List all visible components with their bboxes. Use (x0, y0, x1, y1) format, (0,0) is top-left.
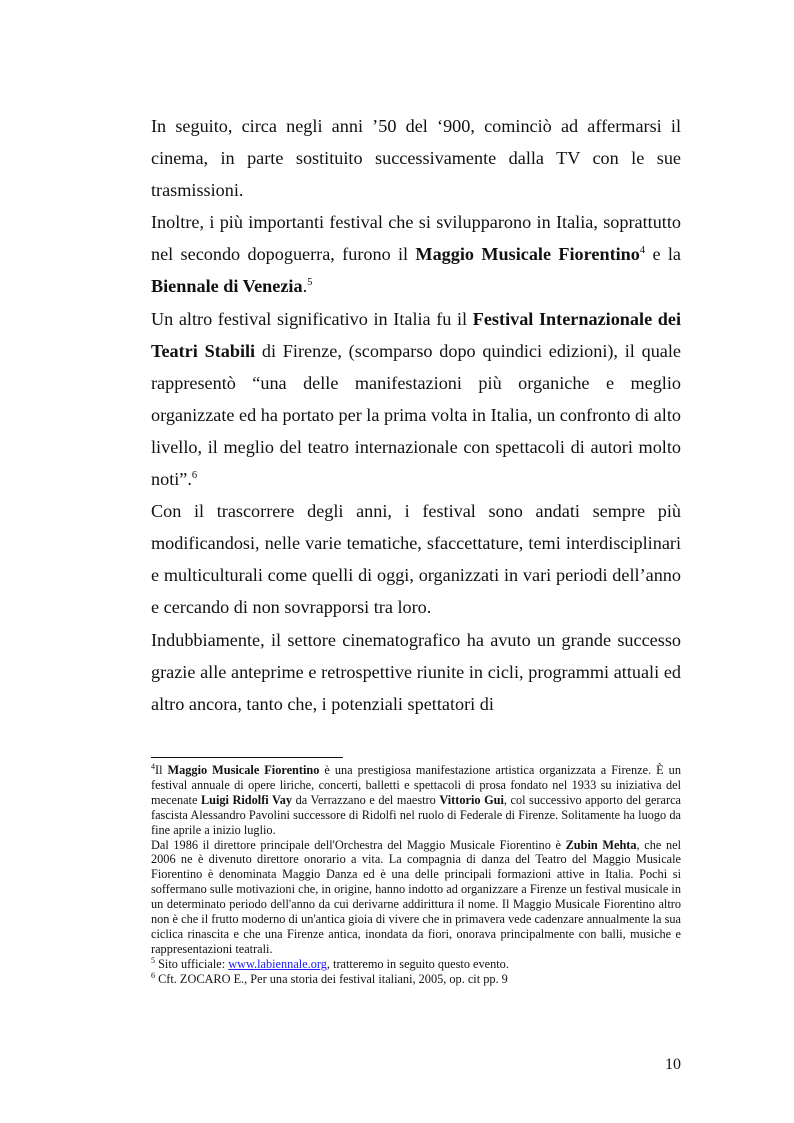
paragraph-evolution: Con il trascorrere degli anni, i festival sono andati sempre più modificandosi, nelle varie tematiche, sfaccettature, temi interdisciplinari e multiculturali come quelli di oggi, organizzati in vari periodi dell’anno e cercando di non sovrapporsi tra loro. (151, 501, 681, 618)
paragraph-teatri-stabili: Un altro festival significativo in Italia fu il Festival Internazionale dei Teatri Stabili di Firenze, (scomparso dopo quindici edizioni), il quale rappresentò “una delle manifestazioni più organiche e meglio organizzate ed ha portato per la prima volta in Italia, un confronto di alto livello, il meglio del teatro internazionale con spettacoli di autori molto noti”.$^6$ (151, 308, 681, 490)
maggio-musicale-bold: Maggio Musicale Fiorentino (415, 244, 640, 265)
footnote-4-number: 4 (151, 761, 155, 771)
footnote-4: $^4$Il Maggio Musicale Fiorentino è una prestigiosa manifestazione artistica organizzata a Firenze. È un festival annuale di opere liriche, concerti, balletti e spettacoli di prosa fondato nel 1933 su iniziativa del mecenate Luigi Ridolfi Vay da Verrazzano e del maestro Vittorio Gui, col successivo apporto del gerarca fascista Alessandro Pavolini successore di Ridolfi nel ruolo di Federale di Firenze. Solitamente ha luogo da fine aprile a inizio luglio. (151, 761, 681, 837)
biennale-link[interactable]: www.labiennale.org (228, 956, 327, 971)
footnote-ref-4[interactable]: 4 (639, 245, 646, 257)
footnotes (151, 763, 681, 987)
footnote-5: $^5$ Sito ufficiale: www.labiennale.org, tratteremo in seguito questo evento. (151, 955, 509, 971)
footnote-6-number: 6 (151, 970, 155, 980)
page-number: 10 (665, 1056, 681, 1073)
body-text (151, 110, 681, 720)
paragraph-cinema: In seguito, circa negli anni ’50 del ‘900, cominciò ad affermarsi il cinema, in parte sostituito successivamente dalla TV con le sue trasmissioni. (151, 116, 681, 201)
paragraph-festivals: Inoltre, i più importanti festival che si svilupparono in Italia, soprattutto nel secondo dopoguerra, furono il Maggio Musicale Fiorentino$^4$ e la Biennale di Venezia.$^5$ (151, 212, 681, 297)
footnote-4-continued: Dal 1986 il direttore principale dell'Orchestra del Maggio Musicale Fiorentino è Zubin Mehta, che nel 2006 ne è divenuto direttore onorario a vita. La compagnia di danza del Teatro del Maggio Musicale Fiorentino è denominata Maggio Danza ed è una delle principali formazioni attive in Italia. Pochi si soffermano sulle motivazioni che, in origine, hanno indotto ad organizzare a Firenze un festival musicale in un determinato periodo dell'anno da cui derivarne addirittura il nome. Il Maggio Musicale Fiorentino altro non è che il frutto moderno di un'antica gioia di vivere che in primavera vede cadenzare annualmente la sua ciclica rinascita e che una Firenze antica, inondata da fiori, onorava principalmente con balli, musiche e rappresentazioni teatrali. (151, 837, 682, 956)
footnote-ref-5[interactable]: 5 (307, 277, 313, 289)
footnote-ref-6[interactable]: 6 (191, 469, 198, 481)
paragraph-cinema-sector: Indubbiamente, il settore cinematografico ha avuto un grande successo grazie alle anteprime e retrospettive riunite in cicli, programmi attuali ed altro ancora, tanto che, i potenziali spettatori di (151, 629, 681, 714)
footnote-separator (151, 757, 343, 758)
festival-teatri-bold: Festival Internazionale dei Teatri Stabili (151, 308, 681, 361)
biennale-bold: Biennale di Venezia (151, 276, 303, 297)
footnote-5-number: 5 (151, 955, 155, 965)
footnote-6: $^6$ Cft. ZOCARO E., Per una storia dei festival italiani, 2005, op. cit pp. 9 (151, 970, 508, 986)
